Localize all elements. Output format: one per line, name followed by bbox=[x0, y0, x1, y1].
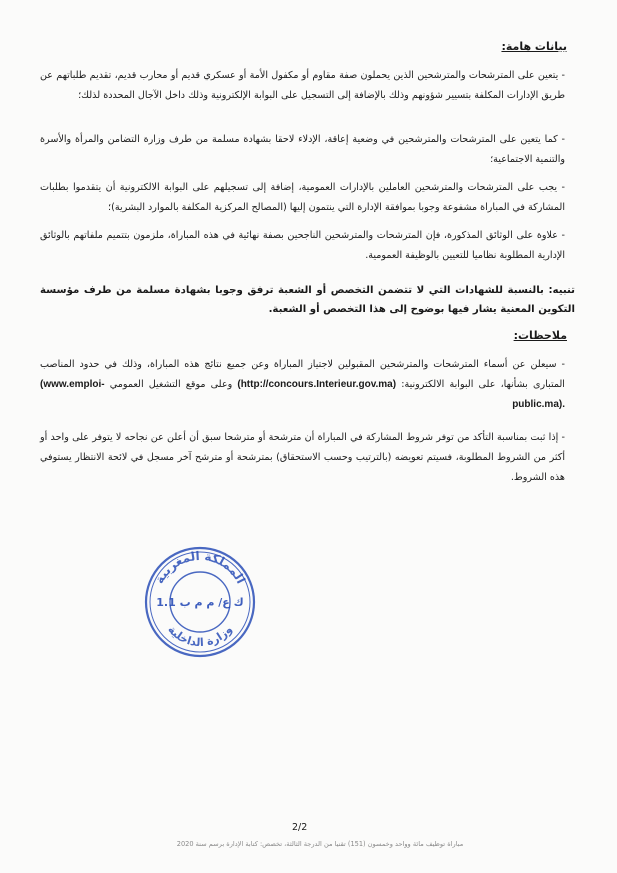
footer-text: مباراة توظيف مائة وواحد وخمسون (151) تقنيا من الدرجة الثالثة، تخصص: كتابة الإدارة برسم سنة 2020 bbox=[176, 840, 464, 848]
stamp-middle-text: ك ع/ م م ب 1.1 bbox=[156, 596, 244, 609]
warning-note: تنبيه: بالنسبة للشهادات التي لا تتضمن التخصص أو الشعبة ترفق وجوبا بشهادة مسلمة من طرف مؤسسة التكوين المعنية يشار فيها بوضوح إلى هذا التخصص أو الشعبة. bbox=[40, 285, 575, 315]
page-number: 2/2 bbox=[292, 822, 308, 833]
interior-portal-link[interactable]: (http://concours.Interieur.gov.ma) bbox=[237, 379, 397, 390]
note-1-text: - سيعلن عن أسماء المترشحات والمترشحين المقبولين لاجتياز المباراة وعن جميع نتائج هذه المباراة، وذلك في حدود المناصب المتبارى بشأنها، على البوابة الالكترونية: bbox=[40, 359, 565, 390]
important-item-4: - علاوة على الوثائق المذكورة، فإن المترشحات والمترشحين الناجحين بصفة نهائية في هذه المباراة، ملزمون بتتميم ملفاتهم بالوثائق الإدارية المطلوبة نظاميا للتعيين بالوظيفة العمومية. bbox=[40, 230, 565, 261]
svg-text:المملكة المغربية bbox=[152, 549, 248, 586]
stamp-bottom-text: وزارة الداخلية bbox=[165, 623, 235, 650]
important-heading: بيانات هامة: bbox=[501, 40, 567, 53]
note-1-mid: وعلى موقع التشغيل العمومي bbox=[109, 379, 233, 390]
important-item-1: - يتعين على المترشحات والمترشحين الذين يحملون صفة مقاوم أو مكفول الأمة أو عسكري قديم أو محارب قديم، تقديم طلباتهم عن طريق الإدارات المكلفة بتسيير شؤونهم وذلك بالإضافة إلى التسجيل على البوابة الإلكترونية وذلك داخل الآجال المحددة لذلك؛ bbox=[40, 70, 565, 101]
public-employment-link[interactable]: (www.emploi-public.ma). bbox=[40, 379, 565, 410]
note-item-2: - إذا ثبت بمناسبة التأكد من توفر شروط المشاركة في المباراة أن مترشحة أو مترشحا سبق أن أعلن عن نجاحه لا يتوفر على واحد أو أكثر من الشروط المطلوبة، فسيتم تعويضه (بالترتيب وحسب الاستحقاق) بمترشحة أو مترشح آخر مسجل في لائحة الانتظار يستوفي هذه الشروط. bbox=[40, 432, 565, 483]
ministry-stamp bbox=[140, 540, 260, 660]
note-item-1 bbox=[40, 355, 565, 415]
notes-heading: ملاحظات: bbox=[513, 329, 567, 342]
important-item-3: - يجب على المترشحات والمترشحين العاملين بالإدارات العمومية، إضافة إلى تسجيلهم على البوابة الالكترونية أن يتقدموا بطلبات المشاركة في المباراة مشفوعة وجوبا بموافقة الإدارة التي ينتمون إليها (المصالح المركزية المكلفة بالموارد البشرية)؛ bbox=[40, 182, 565, 213]
important-item-2: - كما يتعين على المترشحات والمترشحين في وضعية إعاقة، الإدلاء لاحقا بشهادة مسلمة من طرف وزارة التضامن والمرأة والأسرة والتنمية الاجتماعية؛ bbox=[40, 134, 565, 165]
stamp-top-text: المملكة المغربية bbox=[152, 548, 249, 586]
